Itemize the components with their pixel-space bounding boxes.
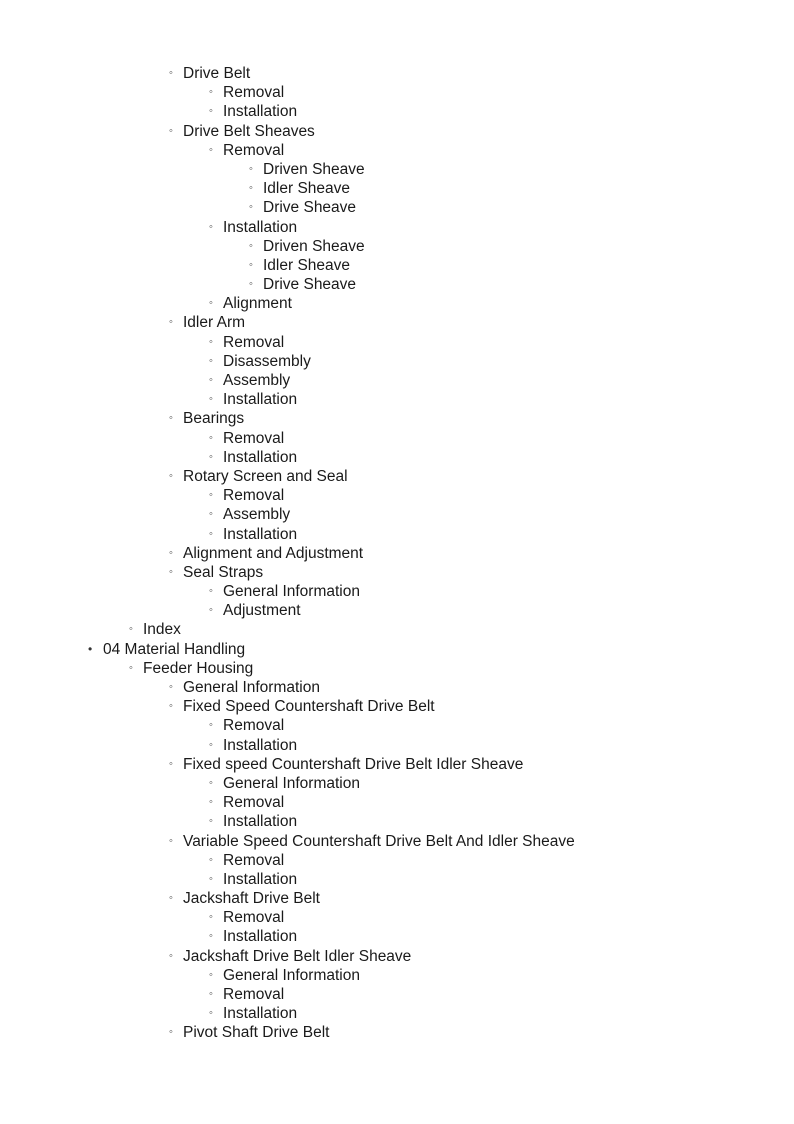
toc-entry[interactable] <box>0 313 794 332</box>
toc-entry[interactable] <box>0 237 794 256</box>
hollow-bullet-icon: ◦ <box>209 354 213 367</box>
hollow-bullet-icon: ◦ <box>209 86 213 99</box>
toc-entry-label[interactable]: Pivot Shaft Drive Belt <box>183 1024 330 1042</box>
hollow-bullet-icon: ◦ <box>209 393 213 406</box>
toc-entry[interactable] <box>0 448 794 467</box>
toc-entry-label[interactable]: Rotary Screen and Seal <box>183 467 348 485</box>
toc-entry-label[interactable]: Installation <box>223 391 298 409</box>
toc-entry[interactable] <box>0 544 794 563</box>
toc-entry[interactable] <box>0 966 794 985</box>
toc-entry[interactable] <box>0 1023 794 1042</box>
toc-entry-label[interactable]: General Information <box>223 774 360 792</box>
toc-entry[interactable] <box>0 409 794 428</box>
toc-entry[interactable] <box>0 275 794 294</box>
hollow-bullet-icon: ◦ <box>209 872 213 885</box>
toc-entry[interactable] <box>0 198 794 217</box>
toc-entry-label[interactable]: General Information <box>183 679 320 696</box>
toc-entry[interactable] <box>0 851 794 870</box>
hollow-bullet-icon: ◦ <box>169 700 173 713</box>
hollow-bullet-icon: ◦ <box>209 374 213 386</box>
toc-entry-label[interactable]: Driven Sheave <box>263 160 365 178</box>
hollow-bullet-icon: ◦ <box>209 911 213 924</box>
toc-entry[interactable] <box>0 218 794 237</box>
toc-entry-label[interactable]: Assembly <box>223 506 291 524</box>
hollow-bullet-icon: ◦ <box>209 738 213 751</box>
hollow-bullet-icon: ◦ <box>209 796 213 809</box>
toc-entry-label[interactable]: Removal <box>223 487 285 505</box>
table-of-contents <box>0 64 794 1043</box>
toc-entry[interactable] <box>0 64 794 83</box>
hollow-bullet-icon: ◦ <box>169 681 173 693</box>
hollow-bullet-icon: ◦ <box>249 239 253 252</box>
hollow-bullet-icon: ◦ <box>169 67 173 79</box>
hollow-bullet-icon: ◦ <box>169 469 173 482</box>
toc-entry[interactable] <box>0 525 794 544</box>
toc-entry[interactable] <box>0 870 794 889</box>
toc-entry-label[interactable]: Installation <box>223 1005 298 1023</box>
toc-entry-label[interactable]: 04 Material Handling <box>103 640 246 658</box>
hollow-bullet-icon: ◦ <box>169 124 173 137</box>
toc-entry-label[interactable]: Drive Sheave <box>263 199 357 217</box>
toc-entry[interactable] <box>0 256 794 275</box>
hollow-bullet-icon: ◦ <box>169 565 173 578</box>
hollow-bullet-icon: ◦ <box>129 623 133 636</box>
hollow-bullet-icon: ◦ <box>209 527 213 540</box>
toc-entry[interactable] <box>0 102 794 121</box>
toc-entry[interactable] <box>0 333 794 352</box>
toc-entry[interactable] <box>0 908 794 927</box>
toc-entry[interactable] <box>0 83 794 102</box>
toc-entry[interactable] <box>0 620 794 639</box>
toc-entry-label[interactable]: Variable Speed Countershaft Drive Belt And Idler Sheave <box>183 832 575 850</box>
toc-entry[interactable] <box>0 640 794 659</box>
toc-entry[interactable] <box>0 889 794 908</box>
toc-entry-label[interactable]: Idler Arm <box>183 314 246 332</box>
toc-entry-label[interactable]: Installation <box>223 525 298 543</box>
toc-entry[interactable] <box>0 563 794 582</box>
toc-entry[interactable] <box>0 793 794 812</box>
hollow-bullet-icon: ◦ <box>249 258 253 271</box>
hollow-bullet-icon: ◦ <box>249 201 253 214</box>
toc-entry[interactable] <box>0 486 794 505</box>
toc-entry[interactable] <box>0 736 794 755</box>
hollow-bullet-icon: ◦ <box>249 182 253 195</box>
toc-entry[interactable] <box>0 467 794 486</box>
toc-entry[interactable] <box>0 1004 794 1023</box>
toc-entry[interactable] <box>0 716 794 735</box>
toc-entry-label[interactable]: Installation <box>223 218 298 236</box>
hollow-bullet-icon: ◦ <box>209 968 213 981</box>
hollow-bullet-icon: ◦ <box>209 450 213 463</box>
toc-entry-label[interactable]: Installation <box>223 736 298 754</box>
toc-entry[interactable] <box>0 927 794 946</box>
toc-entry[interactable] <box>0 678 794 697</box>
toc-entry-label[interactable]: Jackshaft Drive Belt Idler Sheave <box>183 947 412 965</box>
toc-entry[interactable] <box>0 294 794 313</box>
hollow-bullet-icon: ◦ <box>169 892 173 905</box>
toc-entry-label[interactable]: Drive Belt <box>183 65 251 82</box>
hollow-bullet-icon: ◦ <box>209 930 213 943</box>
toc-entry[interactable] <box>0 371 794 390</box>
hollow-bullet-icon: ◦ <box>209 585 213 598</box>
toc-entry-label[interactable]: Alignment and Adjustment <box>183 544 364 562</box>
toc-entry-label[interactable]: Removal <box>223 429 285 447</box>
hollow-bullet-icon: ◦ <box>249 278 253 291</box>
hollow-bullet-icon: ◦ <box>209 105 213 118</box>
hollow-bullet-icon: ◦ <box>169 757 173 770</box>
toc-entry[interactable] <box>0 160 794 179</box>
hollow-bullet-icon: ◦ <box>209 508 213 521</box>
hollow-bullet-icon: ◦ <box>209 297 213 310</box>
hollow-bullet-icon: ◦ <box>209 335 213 348</box>
toc-entry[interactable] <box>0 947 794 966</box>
toc-entry-label[interactable]: Removal <box>223 851 285 869</box>
toc-entry-label[interactable]: Feeder Housing <box>143 659 254 677</box>
toc-entry-label[interactable]: Removal <box>223 986 285 1003</box>
toc-entry[interactable] <box>0 505 794 524</box>
hollow-bullet-icon: ◦ <box>209 719 213 732</box>
toc-entry-label[interactable]: Assembly <box>223 372 291 389</box>
toc-entry[interactable] <box>0 774 794 793</box>
toc-entry[interactable] <box>0 755 794 774</box>
toc-entry-label[interactable]: Jackshaft Drive Belt <box>183 890 320 908</box>
toc-entry-label[interactable]: Removal <box>223 333 285 351</box>
toc-entry-label[interactable]: Removal <box>223 794 285 812</box>
toc-entry[interactable] <box>0 659 794 678</box>
hollow-bullet-icon: ◦ <box>209 431 213 444</box>
toc-entry[interactable] <box>0 179 794 198</box>
hollow-bullet-icon: ◦ <box>209 1007 213 1020</box>
toc-entry[interactable] <box>0 582 794 601</box>
toc-entry-label[interactable]: Removal <box>223 717 285 735</box>
hollow-bullet-icon: ◦ <box>169 546 173 559</box>
toc-entry-label[interactable]: Driven Sheave <box>263 237 365 255</box>
hollow-bullet-icon: ◦ <box>169 316 173 329</box>
toc-entry-label[interactable]: Index <box>143 621 181 639</box>
toc-entry-label[interactable]: Drive Sheave <box>263 276 357 294</box>
toc-entry[interactable] <box>0 985 794 1004</box>
hollow-bullet-icon: ◦ <box>169 1026 173 1039</box>
toc-entry-label[interactable]: Removal <box>223 141 285 159</box>
hollow-bullet-icon: ◦ <box>209 776 213 789</box>
toc-entry-label[interactable]: Idler Sheave <box>263 256 351 274</box>
hollow-bullet-icon: ◦ <box>209 220 213 233</box>
toc-entry-label[interactable]: Installation <box>223 813 298 831</box>
toc-entry[interactable] <box>0 832 794 851</box>
toc-entry-label[interactable]: Installation <box>223 870 298 888</box>
toc-entry[interactable] <box>0 352 794 371</box>
toc-entry[interactable] <box>0 601 794 620</box>
toc-entry-label[interactable]: Installation <box>223 448 298 466</box>
toc-entry[interactable] <box>0 429 794 448</box>
hollow-bullet-icon: ◦ <box>209 604 213 617</box>
hollow-bullet-icon: ◦ <box>209 489 213 502</box>
toc-entry[interactable] <box>0 141 794 160</box>
toc-entry-label[interactable]: Installation <box>223 928 298 946</box>
hollow-bullet-icon: ◦ <box>169 412 173 425</box>
toc-entry-label[interactable]: Bearings <box>183 410 245 428</box>
filled-bullet-icon: • <box>88 641 93 656</box>
hollow-bullet-icon: ◦ <box>169 949 173 962</box>
toc-entry-label[interactable]: Removal <box>223 84 285 102</box>
toc-entry[interactable] <box>0 812 794 831</box>
toc-entry-label[interactable]: Fixed Speed Countershaft Drive Belt <box>183 698 435 716</box>
hollow-bullet-icon: ◦ <box>209 143 213 156</box>
toc-entry-label[interactable]: Idler Sheave <box>263 180 351 198</box>
toc-entry-label[interactable]: General Information <box>223 583 360 601</box>
hollow-bullet-icon: ◦ <box>209 853 213 866</box>
hollow-bullet-icon: ◦ <box>209 815 213 828</box>
toc-entry-label[interactable]: Removal <box>223 909 285 927</box>
toc-entry-label[interactable]: General Information <box>223 966 360 984</box>
toc-entry-label[interactable]: Installation <box>223 103 298 121</box>
hollow-bullet-icon: ◦ <box>129 661 133 674</box>
hollow-bullet-icon: ◦ <box>249 162 253 175</box>
toc-entry-label[interactable]: Alignment <box>223 295 292 313</box>
toc-entry[interactable] <box>0 122 794 141</box>
toc-entry-label[interactable]: Disassembly <box>223 352 311 370</box>
toc-entry-label[interactable]: Seal Straps <box>183 563 264 581</box>
toc-entry-label[interactable]: Drive Belt Sheaves <box>183 122 315 140</box>
hollow-bullet-icon: ◦ <box>209 988 213 1000</box>
toc-entry-label[interactable]: Adjustment <box>223 602 301 620</box>
toc-entry-label[interactable]: Fixed speed Countershaft Drive Belt Idler Sheave <box>183 755 524 773</box>
toc-entry[interactable] <box>0 390 794 409</box>
toc-entry[interactable] <box>0 697 794 716</box>
hollow-bullet-icon: ◦ <box>169 834 173 847</box>
